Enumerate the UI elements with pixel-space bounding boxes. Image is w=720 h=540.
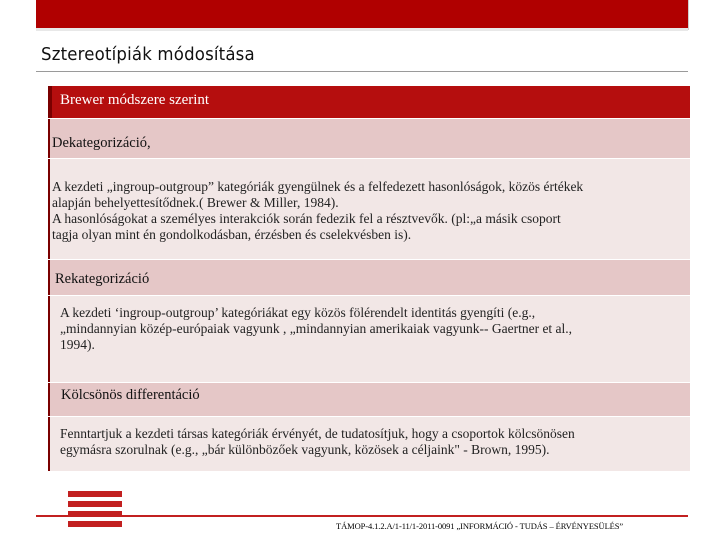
row-accent [48,119,50,158]
stacked-bars-logo-icon [68,491,122,531]
logo-bar [68,521,122,527]
section-body-text [52,179,583,243]
row-accent [48,383,50,416]
section-body-text [60,426,575,458]
logo-bar [68,501,122,507]
top-banner-shadow [36,28,688,31]
text-line: tagja olyan mint én gondolkodásban, érzésben és cselekvésben is). [52,227,412,242]
section-body-text [60,305,572,353]
text-line: 1994). [60,337,95,352]
section-label: Kölcsönös differentáció [61,387,200,403]
section-label: Dekategorizáció, [52,135,151,151]
row-accent [48,417,50,471]
table-header-accent [48,86,52,118]
logo-bar [68,491,122,497]
page-title: Sztereotípiák módosítása [41,44,255,65]
row-accent [48,260,50,295]
text-line: A kezdeti „ingroup-outgroup” kategóriák gyengülnek és a felfedezett hasonlóságok, közös értékek [52,179,584,194]
section-label: Rekategorizáció [55,271,150,287]
row-accent [48,296,50,382]
footer-line [36,515,688,517]
text-line: A hasonlóságokat a személyes interakciók során fedezik fel a résztvevők. (pl:„a másik csoport [52,211,561,226]
text-line: egymásra szorulnak (e.g., „bár különbözőek vagyunk, közösek a céljaink" - Brown, 1995). [60,442,550,457]
text-line: A kezdeti ‘ingroup-outgroup’ kategóriákat egy közös fölérendelt identitás gyengíti (e.g., [60,305,536,320]
row-accent [48,159,50,259]
text-line: Fenntartjuk a kezdeti társas kategóriák érvényét, de tudatosítjuk, hogy a csoportok kölcsönösen [60,426,575,441]
right-divider [688,0,689,30]
table-header-text: Brewer módszere szerint [60,92,210,108]
top-banner [36,0,688,28]
footer-text: TÁMOP-4.1.2.A/1-11/1-2011-0091 „INFORMÁCIÓ - TUDÁS – ÉRVÉNYESÜLÉS” [336,521,624,531]
text-line: alapján behelyettesítődnek.( Brewer & Miller, 1984). [52,195,339,210]
text-line: „mindannyian közép-európaiak vagyunk , „mindannyian amerikaiak vagyunk-- Gaertner et al., [60,321,573,336]
title-underline [36,71,688,72]
